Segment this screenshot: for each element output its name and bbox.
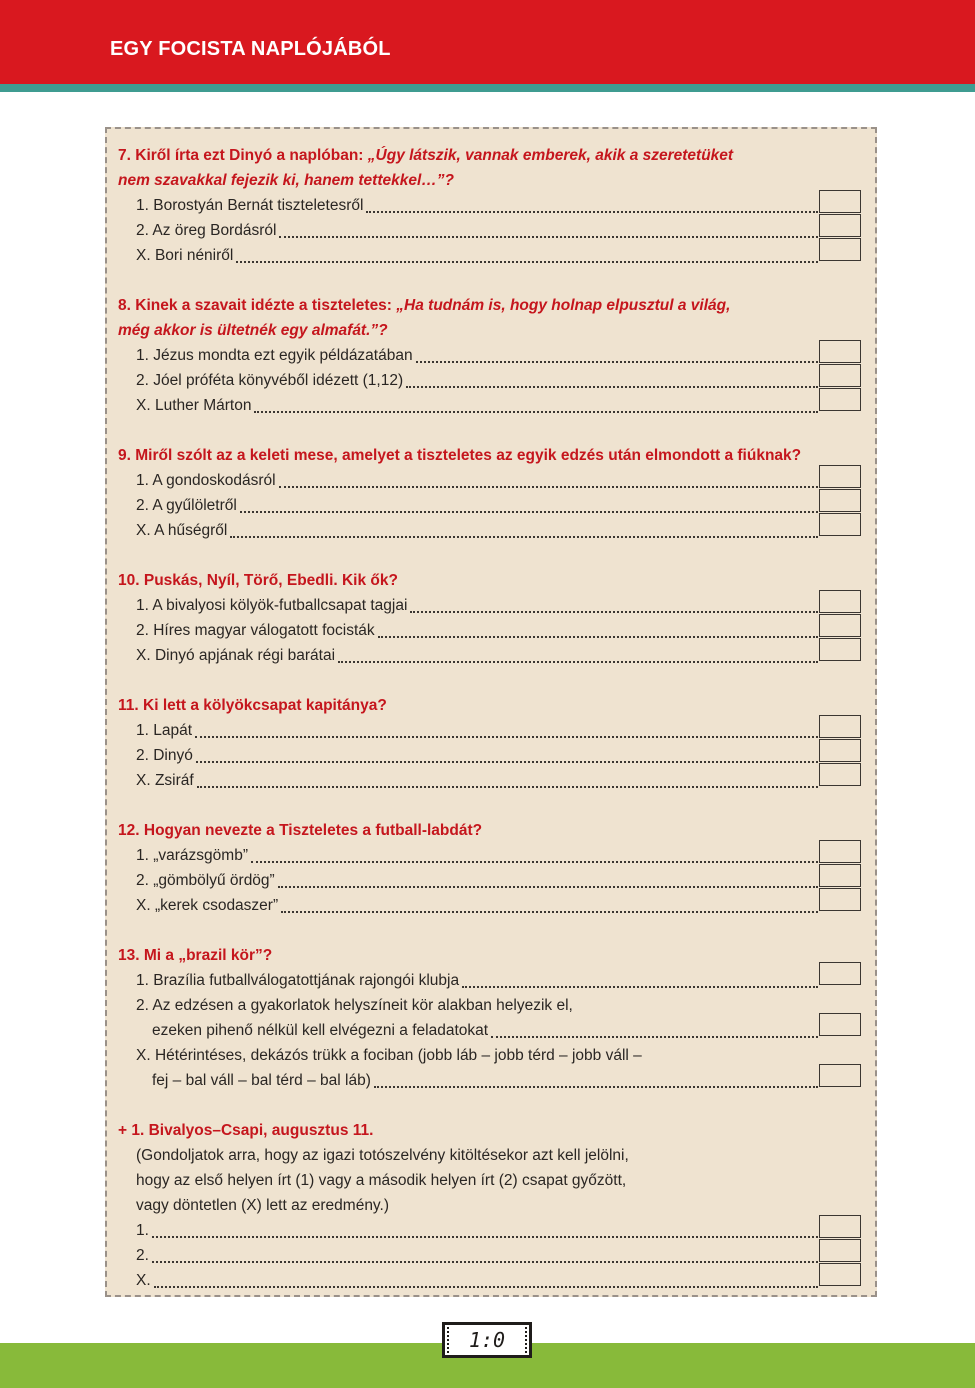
bonus-option-2: 2. [136,1243,818,1268]
answer-box-9-x[interactable] [819,513,861,536]
answer-box-11-2[interactable] [819,739,861,762]
question-9-option-x: X. A hűségről [136,518,818,543]
question-13-option-x-line1: X. Hétérintéses, dekázós trükk a fociban (jobb láb – jobb térd – jobb váll – [136,1047,642,1064]
question-13-option-2: ezeken pihenő nélkül kell elvégezni a feladatokat [136,1018,818,1043]
score-board [442,1322,532,1358]
answer-box-bonus-2[interactable] [819,1239,861,1262]
question-8-option-x: X. Luther Márton [136,393,818,418]
answer-box-8-1[interactable] [819,340,861,363]
question-10-title: 10. Puskás, Nyíl, Törő, Ebedli. Kik ők? [118,572,398,589]
answer-box-7-x[interactable] [819,238,861,261]
answer-box-8-2[interactable] [819,364,861,387]
question-12-title: 12. Hogyan nevezte a Tiszteletes a futball-labdát? [118,822,483,839]
question-9-option-1: 1. A gondoskodásról [136,468,818,493]
answer-box-8-x[interactable] [819,388,861,411]
header-stripe [0,84,975,92]
question-11-option-1: 1. Lapát [136,718,818,743]
answer-box-13-x[interactable] [819,1064,861,1087]
question-13-option-2-line1: 2. Az edzésen a gyakorlatok helyszíneit kör alakban helyezik el, [136,997,573,1014]
question-10-option-2: 2. Híres magyar válogatott focisták [136,618,818,643]
question-12-option-2: 2. „gömbölyű ördög” [136,868,818,893]
bonus-note-line-2: hogy az első helyen írt (1) vagy a második helyen írt (2) csapat győzött, [136,1172,627,1189]
question-11-option-2: 2. Dinyó [136,743,818,768]
question-7-option-2: 2. Az öreg Bordásról [136,218,818,243]
answer-box-9-1[interactable] [819,465,861,488]
answer-box-13-2[interactable] [819,1013,861,1036]
answer-box-bonus-x[interactable] [819,1263,861,1286]
answer-box-9-2[interactable] [819,489,861,512]
question-10-option-1: 1. A bivalyosi kölyök-futballcsapat tagjai [136,593,818,618]
answer-box-12-2[interactable] [819,864,861,887]
bonus-option-x: X. [136,1268,818,1293]
question-9-title: 9. Miről szólt az a keleti mese, amelyet a tiszteletes az egyik edzés után elmondott a fiúknak? [118,447,802,464]
question-12-option-1: 1. „varázsgömb” [136,843,818,868]
answer-box-13-1[interactable] [819,962,861,985]
page-title: EGY FOCISTA NAPLÓJÁBÓL [110,38,391,60]
answer-box-12-1[interactable] [819,840,861,863]
question-8-title: 8. Kinek a szavait idézte a tiszteletes: „Ha tudnám is, hogy holnap elpusztul a világ, még akkor is ültetnék egy almafát.”? [118,297,731,339]
bonus-option-1: 1. [136,1218,818,1243]
question-7-title: 7. Kiről írta ezt Dinyó a naplóban: „Úgy látszik, vannak emberek, akik a szeretetüket nem szavakkal fejezik ki, hanem tettekkel…”? [118,147,734,189]
question-12-option-x: X. „kerek csodaszer” [136,893,818,918]
answer-box-7-1[interactable] [819,190,861,213]
question-10-option-x: X. Dinyó apjának régi barátai [136,643,818,668]
bonus-title: + 1. Bivalyos–Csapi, augusztus 11. [118,1122,374,1139]
question-11-title: 11. Ki lett a kölyökcsapat kapitánya? [118,697,387,714]
answer-box-10-1[interactable] [819,590,861,613]
score-text: 1:0 [468,1328,506,1352]
question-7-option-1: 1. Borostyán Bernát tiszteletesről [136,193,818,218]
bonus-note-line-1: (Gondoljatok arra, hogy az igazi totószelvény kitöltésekor azt kell jelölni, [136,1147,629,1164]
answer-box-10-x[interactable] [819,638,861,661]
answer-box-7-2[interactable] [819,214,861,237]
question-8-option-2: 2. Jóel próféta könyvéből idézett (1,12) [136,368,818,393]
answer-box-12-x[interactable] [819,888,861,911]
question-13-option-1: 1. Brazília futballválogatottjának rajongói klubja [136,968,818,993]
question-9-option-2: 2. A gyűlöletről [136,493,818,518]
answer-box-11-x[interactable] [819,763,861,786]
bonus-note-line-3: vagy döntetlen (X) lett az eredmény.) [136,1197,390,1214]
question-8-option-1: 1. Jézus mondta ezt egyik példázatában [136,343,818,368]
question-13-title: 13. Mi a „brazil kör”? [118,947,273,964]
answer-box-11-1[interactable] [819,715,861,738]
answer-box-10-2[interactable] [819,614,861,637]
question-11-option-x: X. Zsiráf [136,768,818,793]
answer-box-bonus-1[interactable] [819,1215,861,1238]
question-7-option-x: X. Bori néniről [136,243,818,268]
question-13-option-x: fej – bal váll – bal térd – bal láb) [136,1068,818,1093]
